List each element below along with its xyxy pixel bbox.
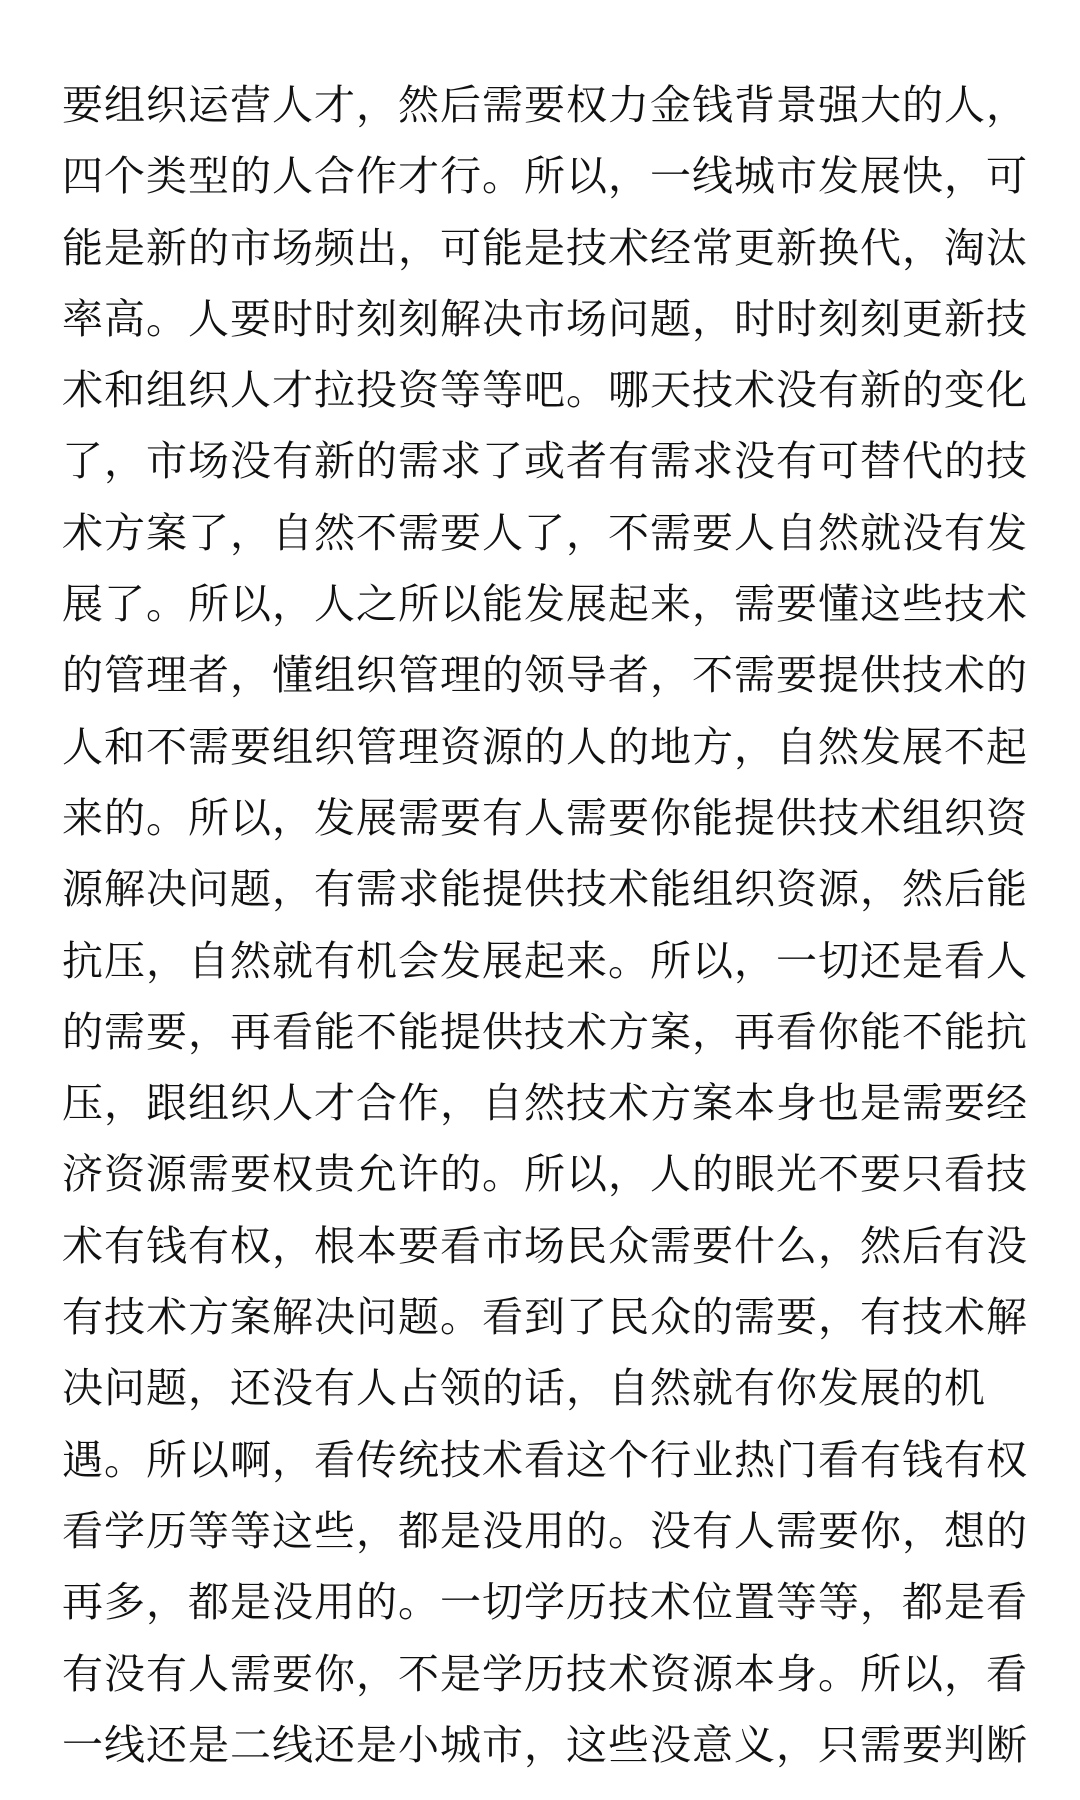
text-line: 再多，都是没用的。一切学历技术位置等等，都是看 — [62, 1578, 1028, 1627]
text-line: 抗压，自然就有机会发展起来。所以，一切还是看人 — [62, 936, 1028, 985]
text-line: 一线还是二线还是小城市，这些没意义，只需要判断 — [62, 1720, 1028, 1769]
text-line: 术有钱有权，根本要看市场民众需要什么，然后有没 — [62, 1221, 1028, 1270]
text-line: 四个类型的人合作才行。所以，一线城市发展快，可 — [62, 152, 1028, 201]
text-line: 能是新的市场频出，可能是技术经常更新换代，淘汰 — [62, 223, 1028, 272]
text-line: 了，市场没有新的需求了或者有需求没有可替代的技 — [62, 437, 1028, 486]
text-line: 展了。所以，人之所以能发展起来，需要懂这些技术 — [62, 580, 1028, 629]
text-line: 来的。所以，发展需要有人需要你能提供技术组织资 — [62, 793, 1028, 842]
text-line: 的需要，再看能不能提供技术方案，再看你能不能抗 — [62, 1007, 1028, 1056]
text-line: 人和不需要组织管理资源的人的地方，自然发展不起 — [62, 722, 1028, 771]
text-line: 压，跟组织人才合作，自然技术方案本身也是需要经 — [62, 1079, 1028, 1128]
text-line: 术和组织人才拉投资等等吧。哪天技术没有新的变化 — [62, 366, 1028, 415]
text-line: 率高。人要时时刻刻解决市场问题，时时刻刻更新技 — [62, 294, 1028, 343]
text-line: 遇。所以啊，看传统技术看这个行业热门看有钱有权 — [62, 1435, 1028, 1484]
text-line: 源解决问题，有需求能提供技术能组织资源，然后能 — [62, 865, 1028, 914]
text-line: 要组织运营人才，然后需要权力金钱背景强大的人， — [62, 81, 1028, 129]
article-body — [62, 70, 1032, 1781]
text-line: 术方案了，自然不需要人了，不需要人自然就没有发 — [62, 508, 1028, 557]
text-line: 济资源需要权贵允许的。所以，人的眼光不要只看技 — [62, 1150, 1028, 1199]
text-line: 的管理者，懂组织管理的领导者，不需要提供技术的 — [62, 651, 1028, 700]
text-line: 有技术方案解决问题。看到了民众的需要，有技术解 — [62, 1293, 1028, 1342]
text-line: 有没有人需要你，不是学历技术资源本身。所以，看 — [62, 1649, 1028, 1698]
text-line: 决问题，还没有人占领的话，自然就有你发展的机 — [62, 1364, 986, 1413]
text-line: 看学历等等这些，都是没用的。没有人需要你，想的 — [62, 1506, 1028, 1555]
